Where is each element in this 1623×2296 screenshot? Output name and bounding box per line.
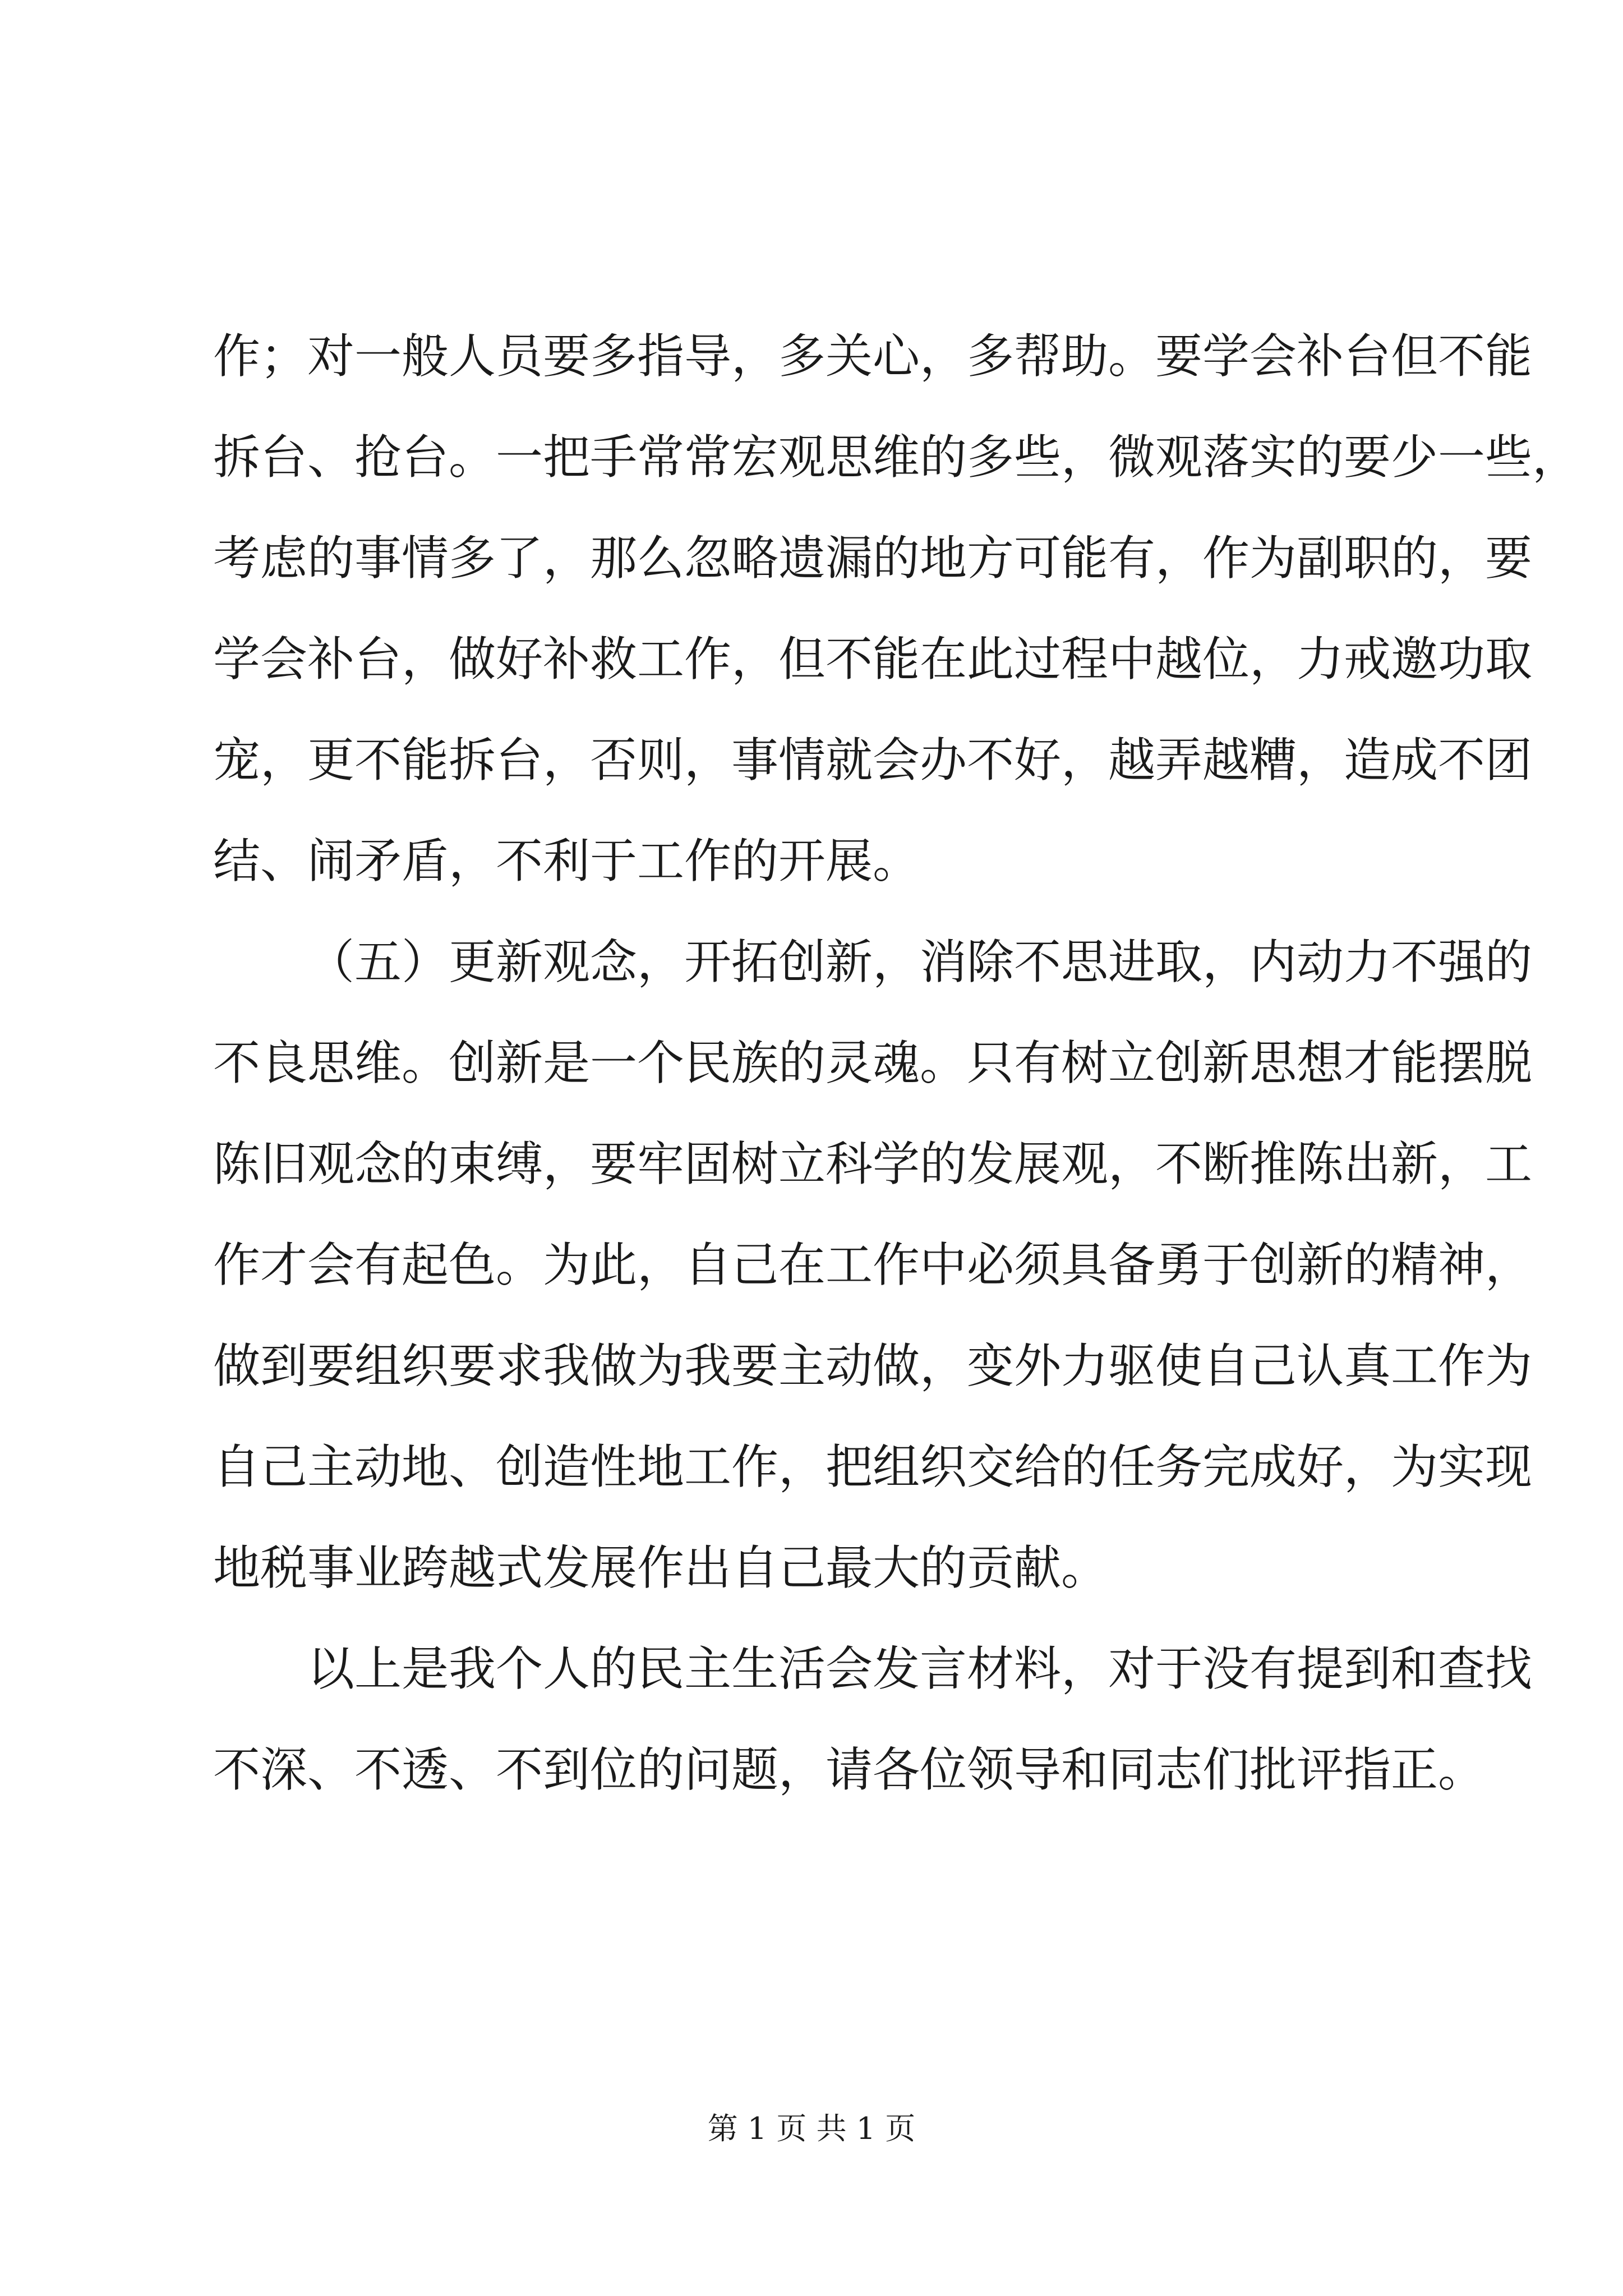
page-number-text: 第 1 页 共 1 页 bbox=[707, 2111, 916, 2146]
body-text bbox=[213, 306, 1580, 1820]
text-line: 拆台、抢台。一把手常常宏观思维的多些，微观落实的要少一些， bbox=[213, 430, 1580, 485]
page-footer bbox=[0, 2106, 1623, 2151]
text-line: 不深、不透、不到位的问题，请各位领导和同志们批评指正。 bbox=[213, 1742, 1486, 1797]
text-line: 做到要组织要求我做为我要主动做，变外力驱使自己认真工作为 bbox=[213, 1338, 1533, 1393]
text-line: 结、闹矛盾，不利于工作的开展。 bbox=[213, 834, 920, 889]
text-line: 作；对一般人员要多指导，多关心，多帮助。要学会补台但不能 bbox=[213, 329, 1533, 384]
text-line: 不良思维。创新是一个民族的灵魂。只有树立创新思想才能摆脱 bbox=[213, 1036, 1533, 1091]
text-line: 陈旧观念的束缚，要牢固树立科学的发展观，不断推陈出新，工 bbox=[213, 1137, 1533, 1191]
text-line: 地税事业跨越式发展作出自己最大的贡献。 bbox=[213, 1540, 1109, 1595]
text-line: 考虑的事情多了，那么忽略遗漏的地方可能有，作为副职的，要 bbox=[213, 531, 1533, 586]
text-line-indented: 以上是我个人的民主生活会发言材料，对于没有提到和查找 bbox=[307, 1641, 1533, 1696]
text-line-indented: （五）更新观念，开拓创新，消除不思进取，内动力不强的 bbox=[307, 935, 1533, 990]
text-line: 作才会有起色。为此，自己在工作中必须具备勇于创新的精神， bbox=[213, 1237, 1533, 1292]
text-line: 宠，更不能拆台，否则，事情就会办不好，越弄越糟，造成不团 bbox=[213, 733, 1533, 788]
text-line: 学会补台，做好补救工作，但不能在此过程中越位，力戒邀功取 bbox=[213, 632, 1533, 687]
text-line: 自己主动地、创造性地工作，把组织交给的任务完成好，为实现 bbox=[213, 1439, 1533, 1494]
